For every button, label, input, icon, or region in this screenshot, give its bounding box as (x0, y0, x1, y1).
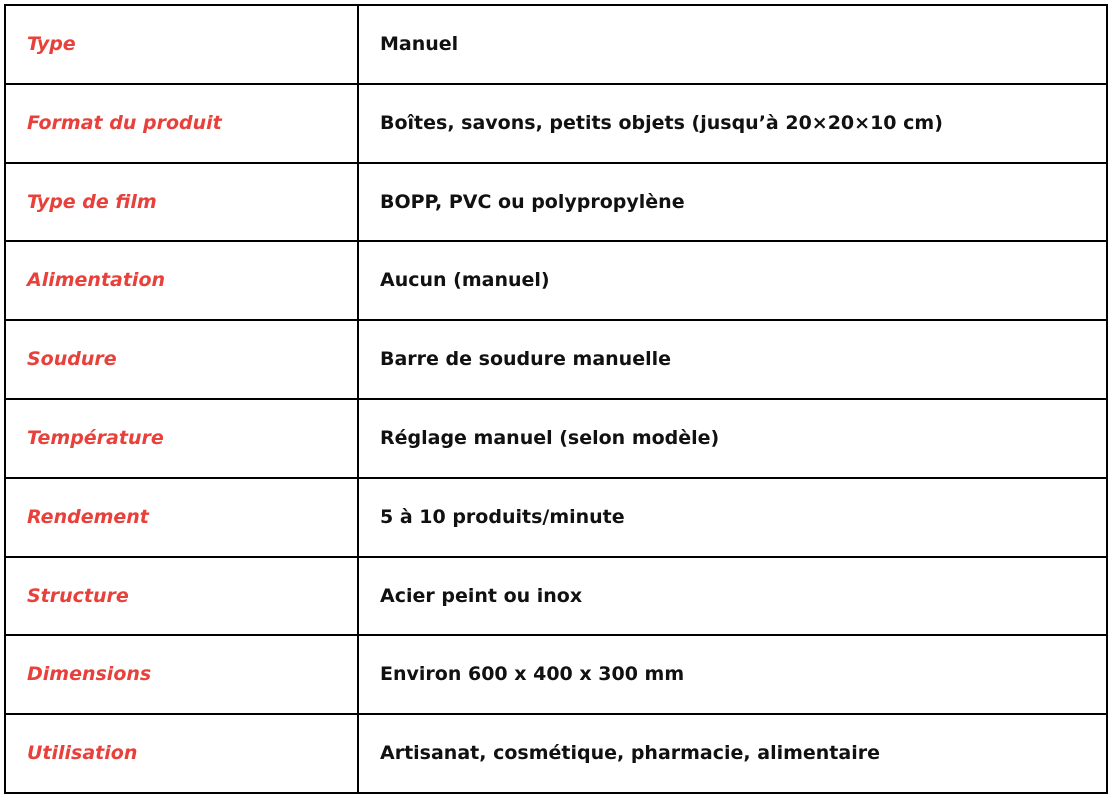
spec-value: 5 à 10 produits/minute (358, 478, 1107, 557)
spec-value: Boîtes, savons, petits objets (jusqu’à 20×20×10 cm) (358, 84, 1107, 163)
spec-label: Alimentation (5, 241, 358, 320)
specifications-table (4, 4, 1108, 794)
table-row (5, 5, 1107, 84)
spec-label: Utilisation (5, 714, 358, 793)
table-row (5, 84, 1107, 163)
spec-label: Type de film (5, 163, 358, 242)
spec-value: Artisanat, cosmétique, pharmacie, alimentaire (358, 714, 1107, 793)
spec-value: Environ 600 x 400 x 300 mm (358, 635, 1107, 714)
specifications-table-body (5, 5, 1107, 793)
spec-value: Réglage manuel (selon modèle) (358, 399, 1107, 478)
spec-label: Dimensions (5, 635, 358, 714)
spec-value: Acier peint ou inox (358, 557, 1107, 636)
spec-label: Rendement (5, 478, 358, 557)
spec-label: Soudure (5, 320, 358, 399)
spec-value: BOPP, PVC ou polypropylène (358, 163, 1107, 242)
table-row (5, 635, 1107, 714)
spec-label: Type (5, 5, 358, 84)
table-row (5, 241, 1107, 320)
table-row (5, 557, 1107, 636)
table-row (5, 714, 1107, 793)
spec-value: Manuel (358, 5, 1107, 84)
spec-label: Structure (5, 557, 358, 636)
spec-label: Température (5, 399, 358, 478)
table-row (5, 399, 1107, 478)
table-row (5, 163, 1107, 242)
table-row (5, 478, 1107, 557)
spec-value: Barre de soudure manuelle (358, 320, 1107, 399)
spec-label: Format du produit (5, 84, 358, 163)
spec-value: Aucun (manuel) (358, 241, 1107, 320)
table-row (5, 320, 1107, 399)
